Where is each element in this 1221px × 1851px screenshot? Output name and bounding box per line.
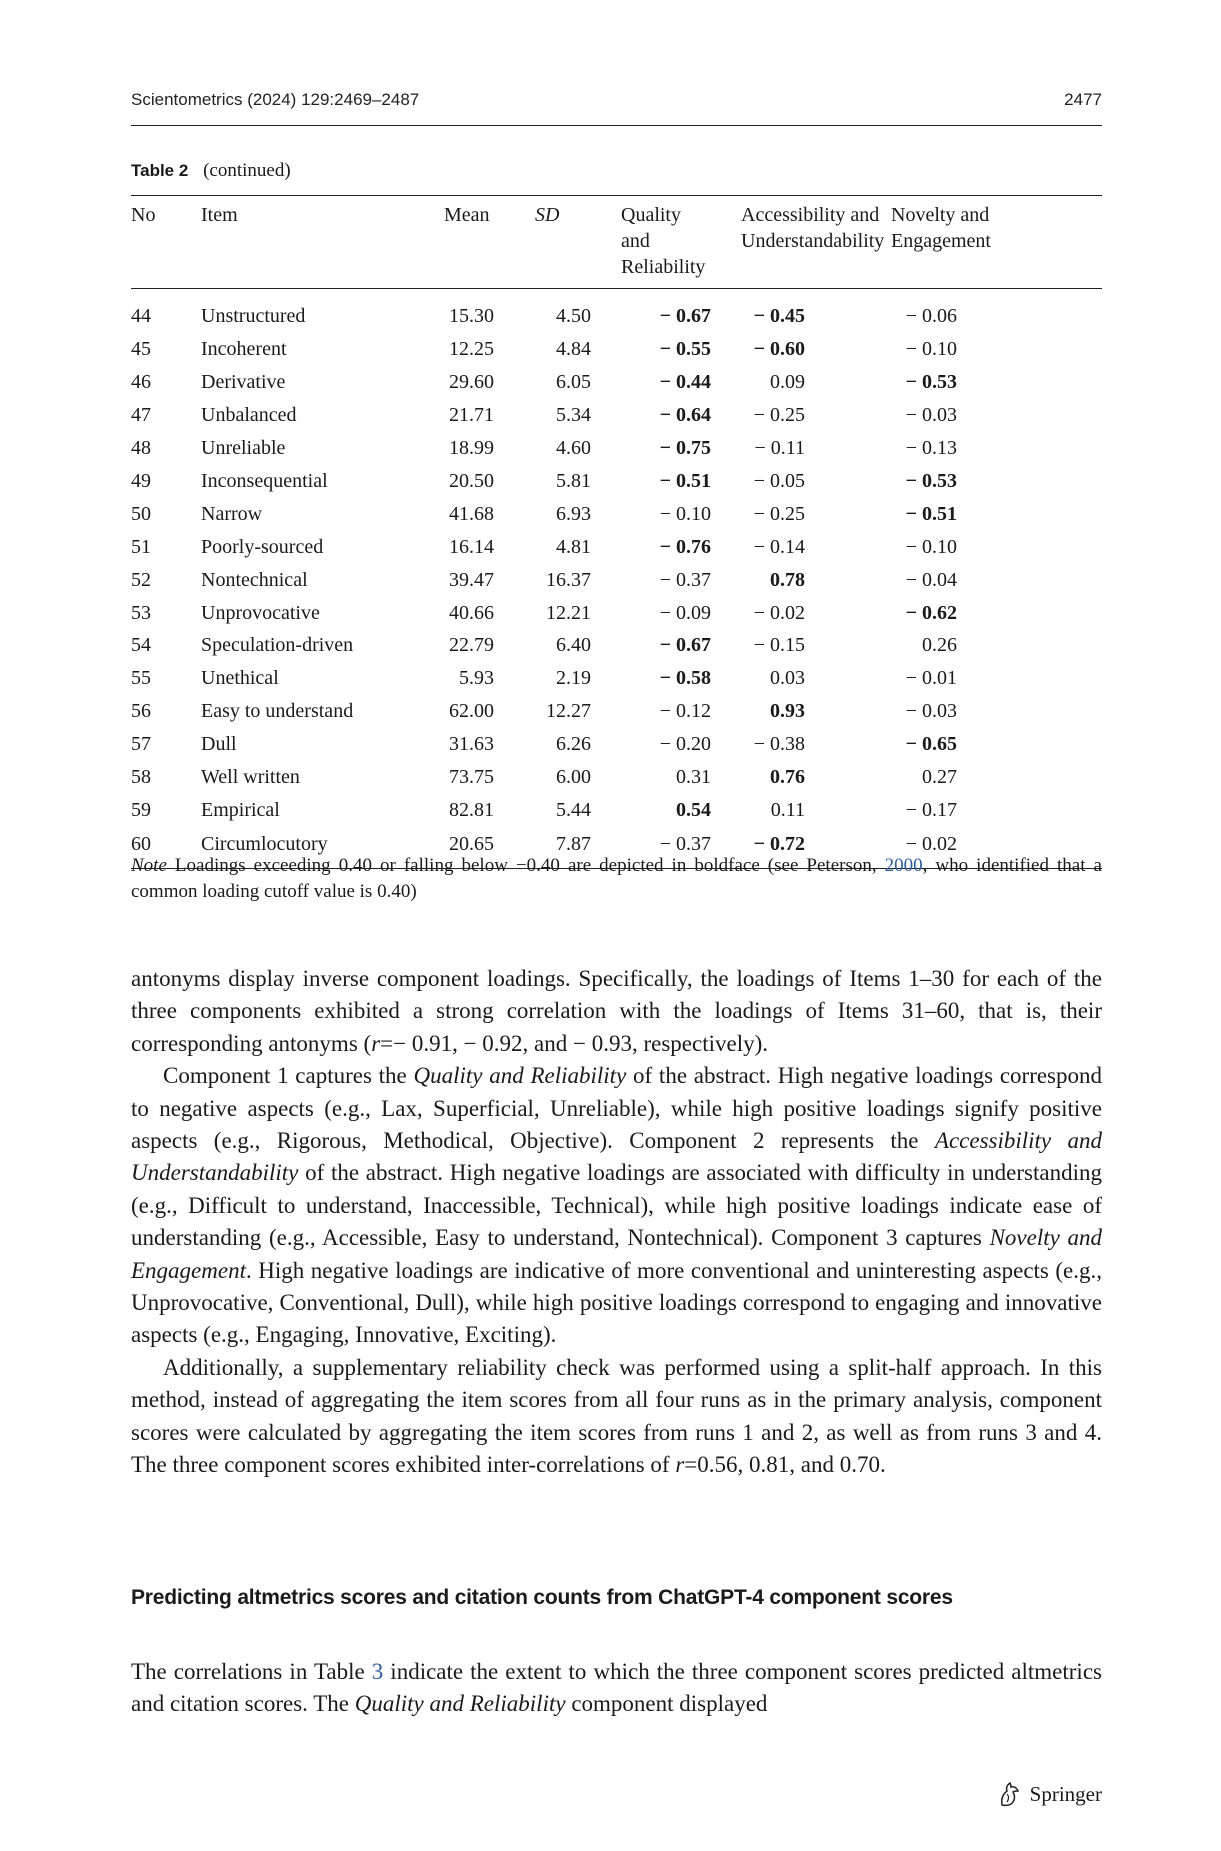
cell-novelty: − 0.03 [905, 404, 957, 427]
cell-novelty: − 0.65 [905, 733, 957, 756]
col-header-novelty-line1: Novelty and [891, 204, 990, 226]
running-head [131, 90, 1102, 114]
cell-novelty: − 0.13 [905, 437, 957, 460]
cell-novelty: − 0.62 [905, 601, 957, 624]
header-rule [131, 125, 1102, 126]
cell-novelty: 0.26 [922, 634, 957, 657]
cell-item: Nontechnical [201, 568, 308, 591]
col-header-novelty [891, 196, 1102, 289]
springer-horse-icon [996, 1780, 1022, 1808]
cell-accessibility: − 0.02 [753, 601, 805, 624]
cell-sd: 7.87 [556, 833, 591, 856]
cell-no: 44 [131, 305, 151, 327]
cell-mean: 29.60 [449, 371, 494, 394]
cell-sd: 6.00 [556, 766, 591, 789]
cell-mean: 82.81 [449, 798, 494, 821]
cell-sd: 4.84 [556, 338, 591, 361]
page-number: 2477 [1064, 90, 1102, 109]
cell-item: Narrow [201, 502, 263, 525]
cell-accessibility: 0.78 [770, 568, 805, 591]
paragraph-2 [131, 1060, 1102, 1352]
note-citation-link[interactable]: 2000 [884, 855, 923, 876]
table-row [131, 629, 1102, 662]
publisher-name: Springer [1029, 1781, 1102, 1806]
cell-item: Dull [201, 733, 237, 756]
cell-accessibility: − 0.25 [753, 502, 805, 525]
cell-no: 53 [131, 601, 151, 624]
cell-mean: 21.71 [449, 404, 494, 427]
table-row [131, 761, 1102, 794]
col-header-accessibility [741, 196, 891, 289]
cell-accessibility: − 0.38 [753, 733, 805, 756]
cell-accessibility: 0.76 [770, 766, 805, 789]
table-row [131, 366, 1102, 399]
cell-item: Inconsequential [201, 470, 328, 492]
cell-mean: 20.50 [449, 470, 494, 492]
cell-mean: 40.66 [449, 601, 494, 624]
cell-quality: − 0.20 [659, 733, 711, 756]
cell-item: Empirical [201, 798, 280, 821]
text-run: Additionally, a supplementary reliability check was performed using a split-half approach. In this method, instead of aggregating the item scores from all four runs as in the primary analysis, component scores were calculated by aggregating the item scores from runs 1 and 2, as well as from runs 3 and 4. The three component scores exhibited inter-correlations of [131, 1354, 1102, 1478]
publisher-logo [996, 1780, 1102, 1808]
cell-item: Unbalanced [201, 404, 297, 427]
table-row [131, 793, 1102, 826]
table-row [131, 399, 1102, 432]
cell-no: 46 [131, 371, 151, 394]
cell-quality: − 0.58 [659, 667, 711, 690]
cell-sd: 4.60 [556, 437, 591, 460]
text-run: indicate the extent to which the three component scores predicted altmetrics and citation scores. The [131, 1659, 1102, 1717]
cell-quality: − 0.76 [659, 535, 711, 558]
col-header-novelty-line2: Engagement [891, 230, 991, 252]
cell-quality: − 0.75 [659, 437, 711, 460]
text-run: component displayed [565, 1691, 768, 1717]
cell-quality: − 0.44 [659, 371, 711, 394]
table-header-row [131, 196, 1102, 289]
cell-mean: 18.99 [449, 437, 494, 460]
cell-accessibility: − 0.11 [754, 437, 805, 460]
cell-novelty: − 0.53 [905, 371, 957, 394]
cell-no: 45 [131, 338, 151, 361]
text-run: antonyms display inverse component loadings. Specifically, the loadings of Items 1–30 for each of the three components exhibited a strong correlation with the loadings of Items 31–60, that is, their corresponding antonyms ( [131, 966, 1102, 1056]
cell-sd: 5.34 [556, 404, 591, 427]
cell-accessibility: 0.03 [770, 667, 805, 690]
text-run: The correlations in Table [131, 1659, 372, 1684]
table-ref-link[interactable]: 3 [371, 1659, 384, 1684]
cell-accessibility: − 0.60 [753, 338, 805, 361]
loadings-table [131, 195, 1102, 869]
cell-sd: 6.26 [556, 733, 591, 756]
text-run: of the abstract. High negative loadings correspond to negative aspects (e.g., Lax, Superficial, Unreliable), while high positive loadings signify positive aspects (e.g., Rigorous, Methodical, Objective). Component 2 represents the [131, 1063, 1103, 1154]
col-header-quality-line2: Reliability [621, 256, 706, 278]
table-row [131, 596, 1102, 629]
paragraph-3 [131, 1352, 1102, 1482]
cell-quality: − 0.67 [659, 305, 711, 327]
cell-quality: − 0.09 [659, 601, 711, 624]
cell-item: Incoherent [201, 338, 287, 361]
cell-accessibility: 0.93 [770, 700, 805, 723]
body-text-2 [131, 1656, 1102, 1721]
cell-quality: − 0.55 [659, 338, 711, 361]
paragraph-4 [131, 1656, 1102, 1721]
cell-no: 49 [131, 470, 151, 492]
journal-citation: Scientometrics (2024) 129:2469–2487 [131, 90, 420, 109]
table-label: Table 2 [131, 161, 189, 180]
cell-accessibility: − 0.14 [753, 535, 805, 558]
table-row [131, 465, 1102, 498]
cell-accessibility: 0.09 [770, 371, 805, 394]
cell-novelty: 0.27 [922, 766, 957, 789]
page [131, 0, 1102, 1851]
paragraph-1 [131, 963, 1102, 1060]
cell-accessibility: 0.11 [770, 798, 805, 821]
col-header-mean: Mean [444, 196, 494, 289]
section-heading: Predicting altmetrics scores and citation counts from ChatGPT-4 component scores [131, 1586, 953, 1609]
cell-no: 51 [131, 535, 151, 558]
cell-item: Circumlocutory [201, 833, 328, 856]
cell-quality: − 0.10 [659, 502, 711, 525]
cell-sd: 4.81 [556, 535, 591, 558]
table-row [131, 497, 1102, 530]
cell-mean: 5.93 [459, 667, 494, 690]
cell-accessibility: − 0.72 [753, 833, 805, 856]
cell-quality: 0.31 [676, 766, 711, 789]
table-row [131, 662, 1102, 695]
cell-novelty: − 0.53 [905, 470, 957, 492]
cell-quality: 0.54 [676, 798, 711, 821]
cell-mean: 31.63 [449, 733, 494, 756]
cell-no: 56 [131, 700, 151, 723]
cell-mean: 73.75 [449, 766, 494, 789]
cell-item: Well written [201, 766, 300, 789]
cell-quality: − 0.12 [659, 700, 711, 723]
cell-quality: − 0.37 [659, 568, 711, 591]
cell-quality: − 0.37 [659, 833, 711, 856]
cell-mean: 41.68 [449, 502, 494, 525]
cell-sd: 5.44 [556, 798, 591, 821]
cell-item: Unstructured [201, 305, 306, 327]
table-row [131, 289, 1102, 334]
cell-no: 48 [131, 437, 151, 460]
cell-sd: 6.93 [556, 502, 591, 525]
cell-sd: 6.40 [556, 634, 591, 657]
cell-quality: − 0.67 [659, 634, 711, 657]
text-run: Quality and Reliability [413, 1063, 627, 1089]
cell-item: Unethical [201, 667, 279, 690]
col-header-accessibility-line1: Accessibility and [741, 204, 880, 226]
note-text-before: Loadings exceeding 0.40 or falling below −0.40 are depicted in boldface (see Peterson, [166, 855, 885, 876]
table-caption [131, 160, 291, 182]
cell-sd: 16.37 [546, 568, 591, 591]
cell-no: 57 [131, 733, 151, 756]
cell-novelty: − 0.51 [905, 502, 957, 525]
cell-mean: 12.25 [449, 338, 494, 361]
cell-item: Speculation-driven [201, 634, 354, 657]
cell-no: 54 [131, 634, 151, 657]
text-run: Component 1 captures the [163, 1063, 414, 1089]
col-header-quality-line1: Quality and [621, 204, 681, 252]
table-row [131, 432, 1102, 465]
text-run: r [675, 1452, 685, 1478]
cell-novelty: − 0.17 [905, 798, 957, 821]
body-text [131, 963, 1102, 1482]
cell-item: Poorly-sourced [201, 535, 324, 558]
cell-mean: 62.00 [449, 700, 494, 723]
cell-accessibility: − 0.05 [753, 470, 805, 492]
note-label: Note [131, 855, 167, 876]
cell-no: 59 [131, 798, 151, 821]
text-run: Accessibility and Understandability [131, 1128, 1102, 1186]
col-header-accessibility-line2: Understandability [741, 230, 885, 252]
cell-no: 52 [131, 568, 151, 591]
cell-no: 55 [131, 667, 151, 690]
cell-sd: 2.19 [556, 667, 591, 690]
col-header-quality [621, 196, 711, 289]
cell-novelty: − 0.01 [905, 667, 957, 690]
table-body [131, 289, 1102, 869]
cell-sd: 4.50 [556, 305, 591, 327]
cell-item: Unprovocative [201, 601, 320, 624]
cell-sd: 5.81 [556, 470, 591, 492]
cell-mean: 39.47 [449, 568, 494, 591]
cell-mean: 20.65 [449, 833, 494, 856]
table-row [131, 563, 1102, 596]
text-run: =0.56, 0.81, and 0.70. [684, 1452, 886, 1478]
text-run: Quality and Reliability [354, 1691, 566, 1717]
cell-novelty: − 0.06 [905, 305, 957, 327]
table-row [131, 695, 1102, 728]
table-row [131, 728, 1102, 761]
cell-mean: 15.30 [449, 305, 494, 327]
table-caption-text: (continued) [203, 160, 291, 181]
col-header-no: No [131, 196, 201, 289]
cell-no: 50 [131, 502, 151, 525]
cell-novelty: − 0.02 [905, 833, 957, 856]
cell-item: Easy to understand [201, 700, 354, 723]
col-header-sd: SD [535, 196, 591, 289]
cell-item: Unreliable [201, 437, 286, 460]
cell-novelty: − 0.04 [905, 568, 957, 591]
cell-sd: 12.21 [546, 601, 591, 624]
cell-no: 58 [131, 766, 151, 789]
cell-no: 60 [131, 833, 151, 856]
cell-item: Derivative [201, 371, 286, 394]
text-run: r [371, 1030, 381, 1056]
table-note [131, 853, 1102, 905]
cell-sd: 6.05 [556, 371, 591, 394]
text-run: . High negative loadings are indicative of more conventional and uninteresting aspects (e.g., Unprovocative, Conventional, Dull), while high positive loadings correspond to engaging and innovative aspects (e.g., Engaging, Innovative, Exciting). [131, 1257, 1102, 1348]
cell-no: 47 [131, 404, 151, 427]
cell-sd: 12.27 [546, 700, 591, 723]
cell-novelty: − 0.10 [905, 338, 957, 361]
col-header-item: Item [201, 196, 444, 289]
cell-accessibility: − 0.25 [753, 404, 805, 427]
table-row [131, 530, 1102, 563]
table-row [131, 333, 1102, 366]
text-run: Novelty and Engagement [131, 1225, 1103, 1283]
cell-novelty: − 0.03 [905, 700, 957, 723]
cell-quality: − 0.64 [659, 404, 711, 427]
cell-quality: − 0.51 [659, 470, 711, 492]
cell-mean: 22.79 [449, 634, 494, 657]
text-run: =− 0.91, − 0.92, and − 0.93, respectively). [380, 1030, 769, 1056]
note-text-after: , who identified that a common loading cutoff value is 0.40) [131, 855, 1102, 902]
cell-mean: 16.14 [449, 535, 494, 558]
cell-accessibility: − 0.45 [753, 305, 805, 327]
cell-novelty: − 0.10 [905, 535, 957, 558]
cell-accessibility: − 0.15 [753, 634, 805, 657]
text-run: of the abstract. High negative loadings are associated with difficulty in understanding (e.g., Difficult to understand, Inaccessible, Technical), while high positive loadings indicate ease of understanding (e.g., Accessible, Easy to understand, Nontechnical). Component 3 captures [131, 1160, 1102, 1251]
